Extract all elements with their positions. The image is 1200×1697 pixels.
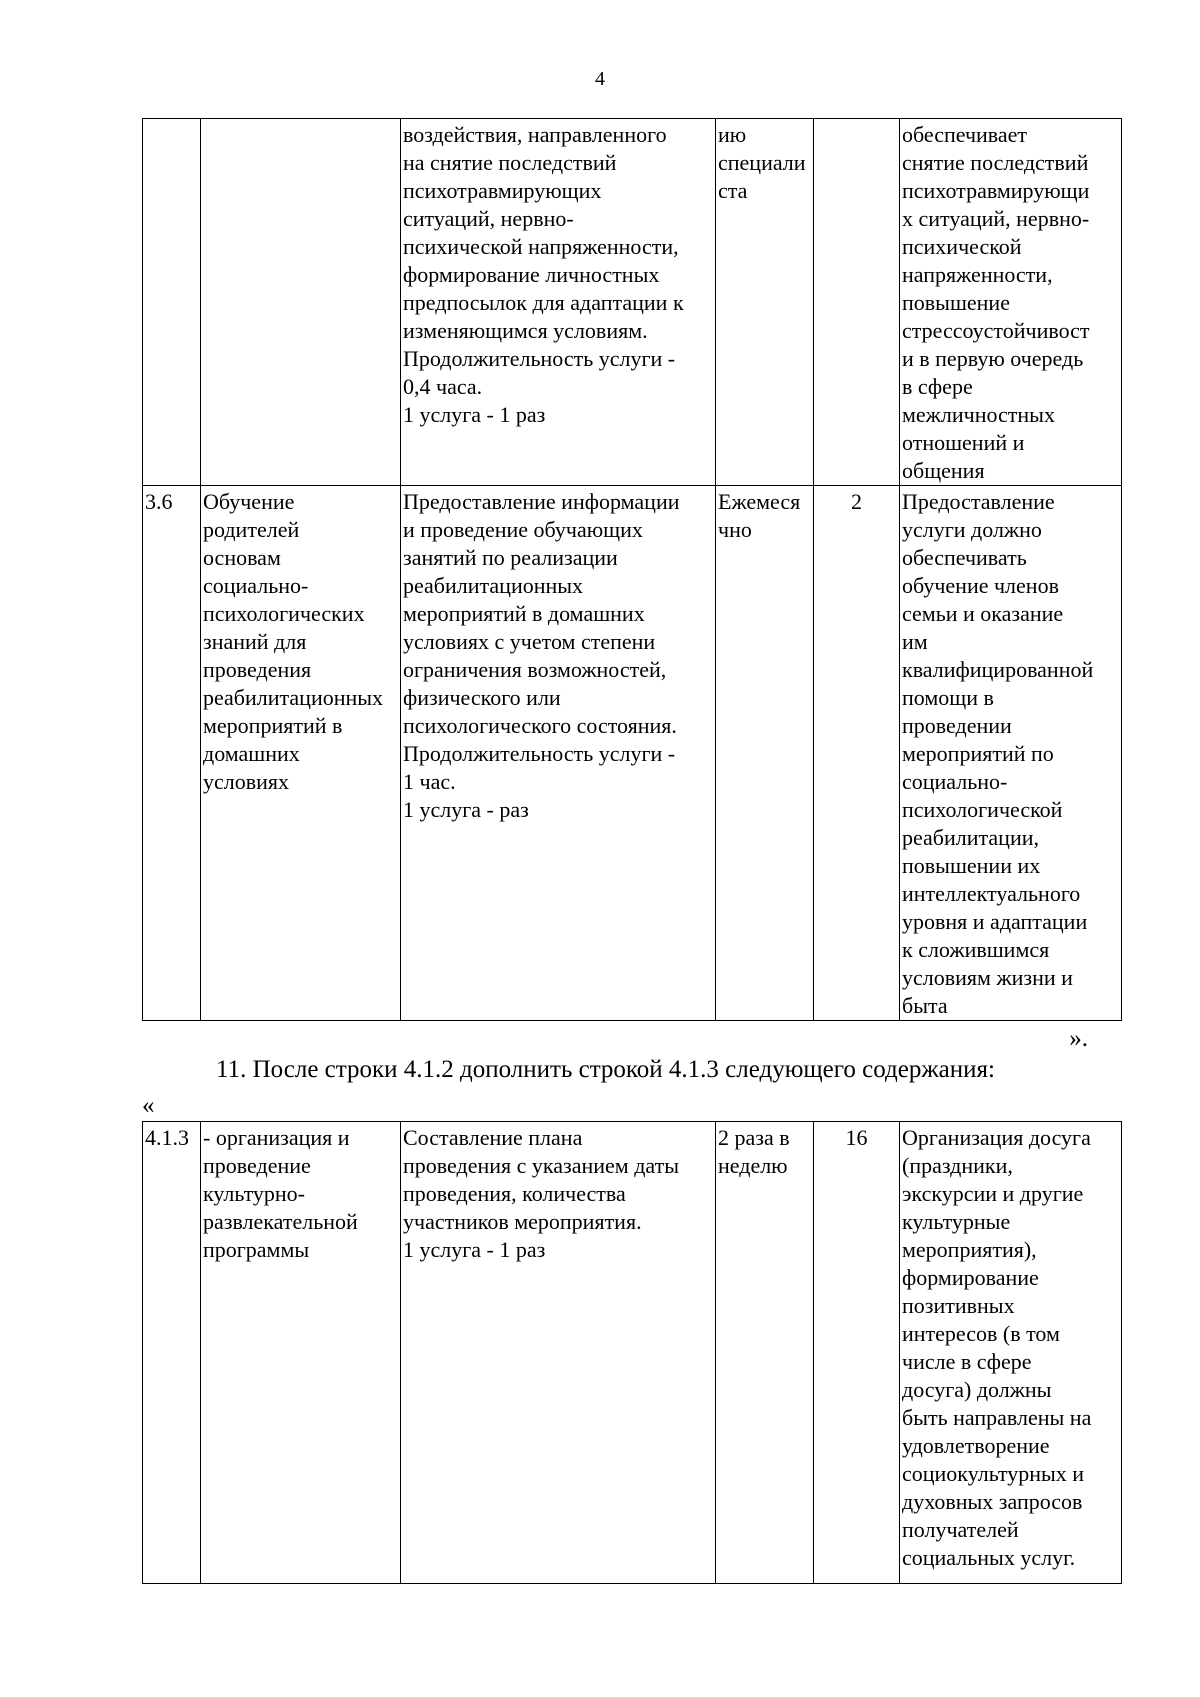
services-table-continuation	[142, 118, 1122, 1021]
row-number-cell	[143, 119, 201, 486]
service-description-cell: Предоставление информации и проведение обучающих занятий по реализации реабилитационных мероприятий в домашних условиях с учетом степени ограничения возможностей, физического или психологического состояния. Продолжительность услуги - 1 час. 1 услуга - раз	[401, 486, 716, 1021]
frequency-cell: Ежемеся чно	[716, 486, 814, 1021]
service-name-cell: Обучение родителей основам социально- психологических знаний для проведения реабилитационных мероприятий в домашних условиях	[201, 486, 401, 1021]
service-name-cell: - организация и проведение культурно- развлекательной программы	[201, 1122, 401, 1584]
opening-quote: «	[142, 1092, 155, 1119]
table-row	[143, 486, 1122, 1021]
services-table-new-row	[142, 1121, 1122, 1584]
result-cell: обеспечивает снятие последствий психотравмирующи х ситуаций, нервно- психической напряженности, повышение стрессоустойчивост и в первую очередь в сфере межличностных отношений и общения	[900, 119, 1122, 486]
count-cell: 2	[814, 486, 900, 1021]
count-cell	[814, 119, 900, 486]
service-description-cell: Составление плана проведения с указанием даты проведения, количества участников мероприятия. 1 услуга - 1 раз	[401, 1122, 716, 1584]
table-row	[143, 119, 1122, 486]
page-number: 4	[595, 68, 605, 90]
amendment-paragraph: 11. После строки 4.1.2 дополнить строкой 4.1.3 следующего содержания:	[216, 1056, 995, 1083]
table-row	[143, 1122, 1122, 1584]
frequency-cell: 2 раза в неделю	[716, 1122, 814, 1584]
result-cell: Организация досуга (праздники, экскурсии и другие культурные мероприятия), формирование позитивных интересов (в том числе в сфере досуга) должны быть направлены на удовлетворение социокультурных и духовных запросов получателей социальных услуг.	[900, 1122, 1122, 1584]
closing-quote: ».	[1069, 1025, 1088, 1052]
count-cell: 16	[814, 1122, 900, 1584]
frequency-cell: ию специали ста	[716, 119, 814, 486]
row-number-cell: 4.1.3	[143, 1122, 201, 1584]
service-description-cell: воздействия, направленного на снятие последствий психотравмирующих ситуаций, нервно- психической напряженности, формирование личностных предпосылок для адаптации к изменяющимся условиям. Продолжительность услуги - 0,4 часа. 1 услуга - 1 раз	[401, 119, 716, 486]
row-number-cell: 3.6	[143, 486, 201, 1021]
result-cell: Предоставление услуги должно обеспечивать обучение членов семьи и оказание им квалифицированной помощи в проведении мероприятий по социально- психологической реабилитации, повышении их интеллектуального уровня и адаптации к сложившимся условиям жизни и быта	[900, 486, 1122, 1021]
service-name-cell	[201, 119, 401, 486]
